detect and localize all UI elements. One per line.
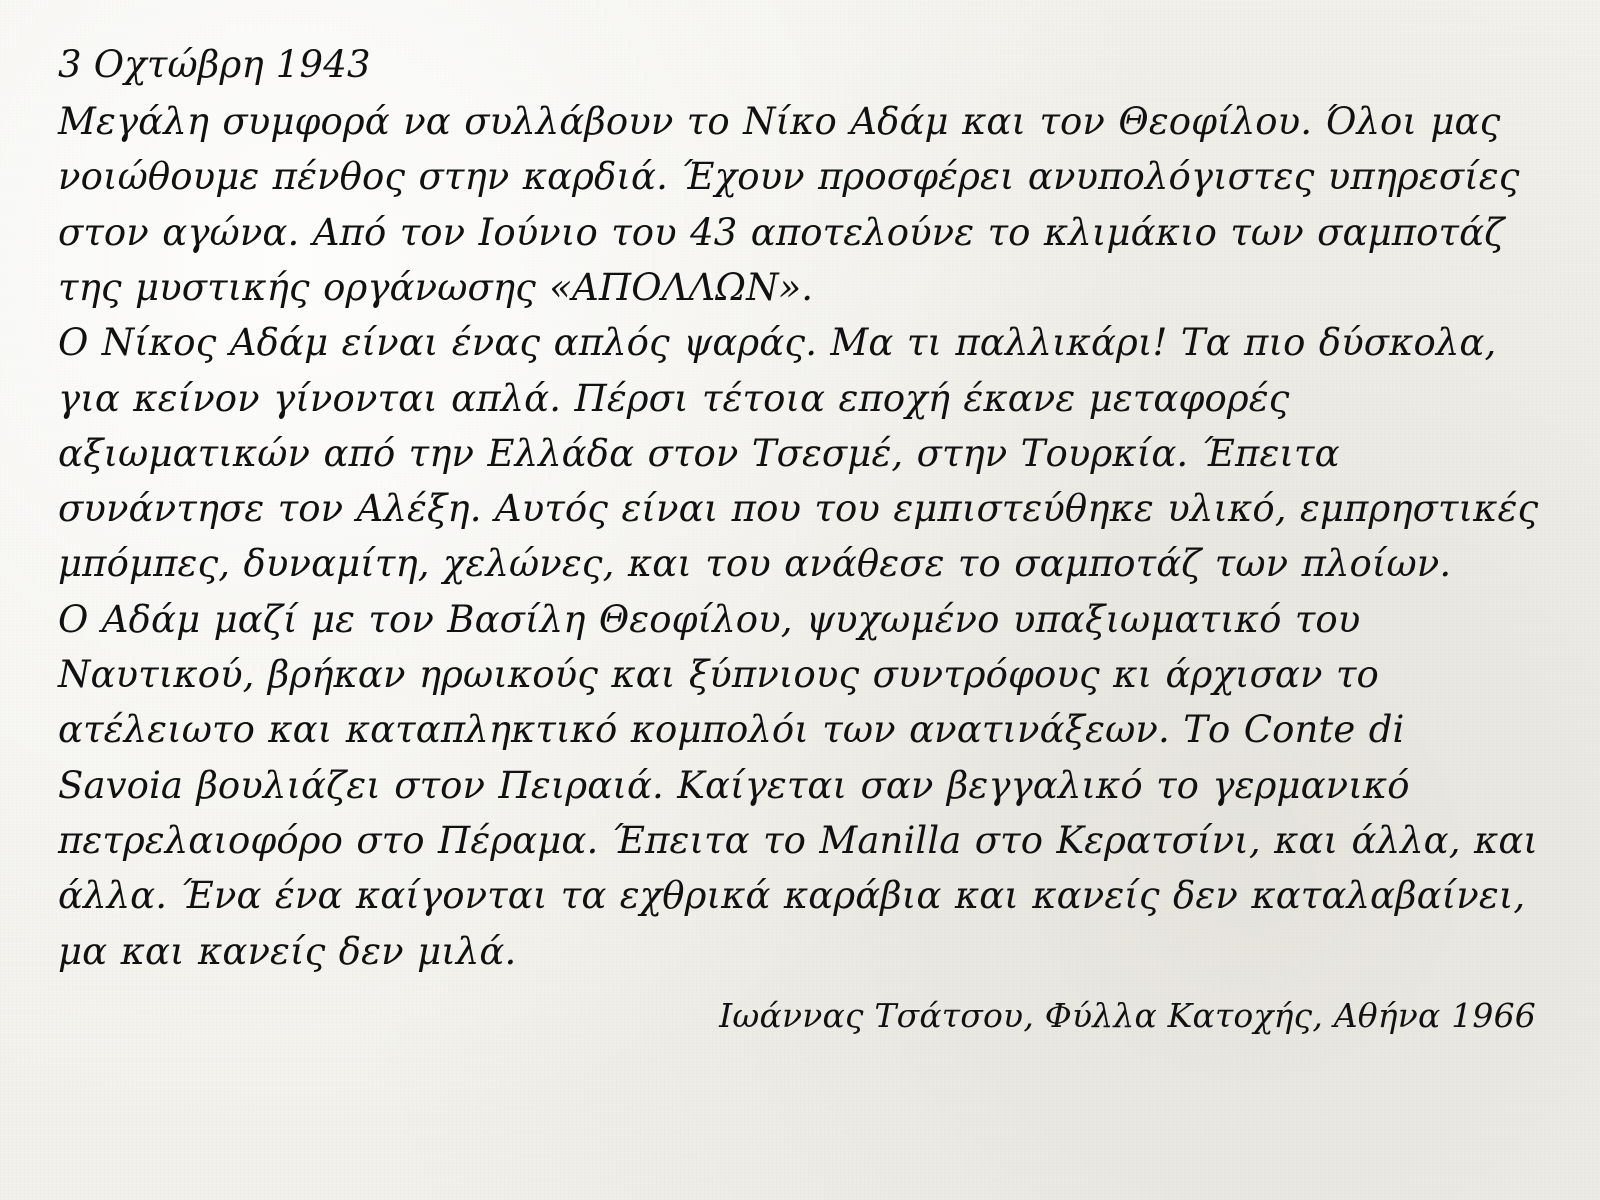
document-date: 3 Οχτώβρη 1943 xyxy=(58,43,371,86)
document-paragraph: Μεγάλη συμφορά να συλλάβουν το Νίκο Αδάμ και τον Θεοφίλου. Όλοι μας νοιώθουμε πένθος στην καρδιά. Έχουν προσφέρει ανυπολόγιστες υπηρεσίες στον αγώνα. Από τον Ιούνιο του 43 αποτελούνε το κλιμάκιο των σαμποτάζ της μυστικής οργάνωσης «ΑΠΟΛΛΩΝ». xyxy=(58,99,1520,309)
document-body xyxy=(58,94,1542,979)
document-paragraph: Ο Αδάμ μαζί με τον Βασίλη Θεοφίλου, ψυχωμένο υπαξιωματικό του Ναυτικού, βρήκαν ηρωικούς και ξύπνιους συντρόφους κι άρχισαν το ατέλειωτο και καταπληκτικό κομπολόι των ανατινάξεων. Το Conte di Savoia βουλιάζει στον Πειραιά. Καίγεται σαν βεγγαλικό το γερμανικό πετρελαιοφόρο στο Πέραμα. Έπειτα το Manilla στο Κερατσίνι, και άλλα, και άλλα. Ένα ένα καίγονται τα εχθρικά καράβια και κανείς δεν καταλαβαίνει, μα και κανείς δεν μιλά. xyxy=(58,597,1539,973)
document-source-attribution: Ιωάννας Τσάτσου, Φύλλα Κατοχής, Αθήνα 1966 xyxy=(719,995,1536,1035)
document-paragraph: Ο Νίκος Αδάμ είναι ένας απλός ψαράς. Μα τι παλλικάρι! Τα πιο δύσκολα, για κείνον γίνονται απλά. Πέρσι τέτοια εποχή έκανε μεταφορές αξιωματικών από την Ελλάδα στον Τσεσμέ, στην Τουρκία. Έπειτα συνάντησε τον Αλέξη. Αυτός είναι που του εμπιστεύθηκε υλικό, εμπρηστικές μπόμπες, δυναμίτη, χελώνες, και του ανάθεσε το σαμποτάζ των πλοίων. xyxy=(58,321,1539,586)
